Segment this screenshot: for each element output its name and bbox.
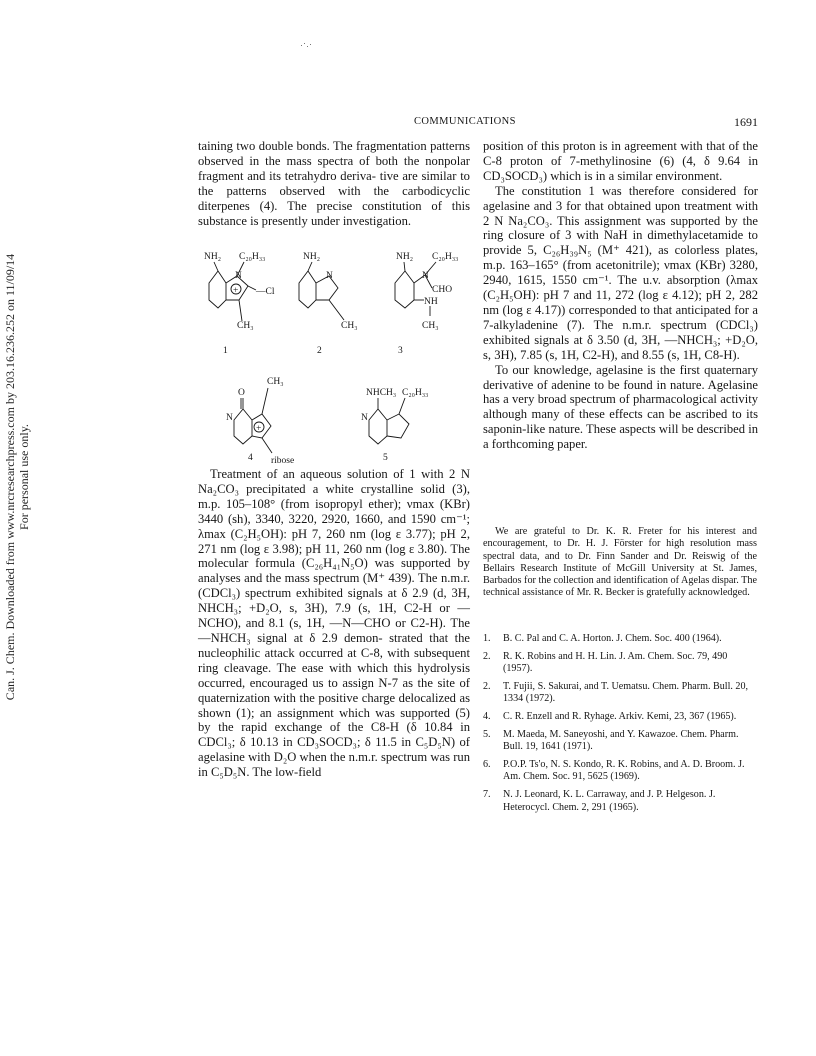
reference-item: 2. T. Fujii, S. Sakurai, and T. Uematsu. Chem. Pharm. Bull. 20, 1334 (1972). <box>483 680 749 705</box>
reference-item: 1. B. C. Pal and C. A. Horton. J. Chem. Soc. 400 (1964). <box>483 633 722 644</box>
acknowledgement: We are grateful to Dr. K. R. Freter for his interest and encouragement, to Dr. H. J. Förster for high resolution mass spectral data, and to Dr. Finn Sander and Dr. Reiswig of the Bellairs Research Institute of McGill University at St. James, Barbados for the collection and identification of Agelas dispar. The technical assistance of Mr. R. Becker is gratefully acknowledged. <box>483 526 757 599</box>
structure-5-c20h33: C₂₀H₃₃ <box>402 388 429 398</box>
reference-item: 4. C. R. Enzell and R. Ryhage. Arkiv. Kemi, 23, 367 (1965). <box>483 710 737 722</box>
structure-2-nh2: NH₂ <box>303 252 321 262</box>
structure-2-ch3: CH₃ <box>341 321 358 331</box>
download-watermark <box>3 67 31 887</box>
structure-4-oxo: O <box>238 388 245 398</box>
paragraph: position of this proton is in agreement with that of the C-8 proton of 7-methylinosine (6) (4, δ 9.64 in CD₃SOCD₃) which is in a similar environment. <box>483 139 759 183</box>
structure-1-c20h33: C₂₀H₃₃ <box>239 252 266 262</box>
structure-4-n: N <box>226 413 233 423</box>
reference-item: 6. P.O.P. Ts'o, N. S. Kondo, R. K. Robins, and A. D. Broom. J. Am. Chem. Soc. 91, 5625 (1969). <box>483 758 745 783</box>
watermark-line-1: Can. J. Chem. Downloaded from www.nrcresearchpress.com by 203.16.236.252 on 11/09/14 <box>3 253 17 701</box>
reference-item: 2. R. K. Robins and H. H. Lin. J. Am. Chem. Soc. 79, 490 (1957). <box>483 650 728 675</box>
structure-1-plus: + <box>233 286 239 296</box>
structure-1-ch3: CH₃ <box>237 321 254 331</box>
running-title: COMMUNICATIONS <box>414 116 516 127</box>
structure-2-n: N <box>326 271 333 281</box>
structure-3-nh2: NH₂ <box>396 252 414 262</box>
structure-3-c20h33: C₂₀H₃₃ <box>432 252 459 262</box>
paragraph: Treatment of an aqueous solution of 1 with 2 N Na₂CO₃ precipitated a white crystalline solid (3), m.p. 105–108° (from isopropyl ether); νmax (KBr) 3440 (sh), 3340, 3220, 2920, 1660, and 1590 cm⁻¹; λmax (C₂H₅OH): pH 7, 260 nm (log ε 3.77); pH 2, 271 nm (log ε 3.98); pH 11, 260 nm (log ε 3.80). The molecular formula (C₂₆H₄₁N₅O) was supported by analyses and the mass spectrum (M⁺ 439). The n.m.r. (CDCl₃) spectrum exhibited signals at δ 2.9 (d, 3H, NHCH₃; +D₂O, s, 3H), 7.9 (s, 1H, C2-H or —NCHO), and 8.1 (s, 1H, —N—CHO or C2-H). The —NHCH₃ signal at δ 2.9 demon- strated that the nucleophilic attack occurred at C-8, with subsequent ring cleavage. The ease with which this hydrolysis occurred, encouraged us to assign N-7 as the site of quaternization with the positive charge delocalized as shown (1); an assignment which was supported (5) by the rapid exchange of the C8-H (δ 10.84 in CDCl₃; δ 10.13 in CD₃SOCD₃; δ 11.5 in C₅D₅N) of agelasine with D₂O when the n.m.r. spectrum was run in C₅D₅N. The low-field <box>198 467 471 780</box>
structure-3-n: N <box>422 271 429 281</box>
watermark-line-2: For personal use only. <box>17 424 31 530</box>
structure-3-label: 3 <box>398 346 403 356</box>
paragraph: The constitution 1 was therefore considered for agelasine and 3 for that obtained upon treatment with 2 N Na₂CO₃. This assignment was supported by the ring closure of 3 with NaH in dimethylacetamide to provide 5, C₂₆H₃₉N₅ (M⁺ 421), as colorless plates, m.p. 163–165° (from acetonitrile); νmax (KBr) 3280, 2940, 1615, 1550 cm⁻¹. The u.v. absorption (λmax (C₂H₅OH): pH 7 and 11, 272 (log ε 4.12); pH 2, 282 nm (log ε 4.17)) corresponded to that anticipated for a 7-alkyladenine (7). The n.m.r. spectrum (CDCl₃) exhibited signals at δ 3.50 (d, 3H, —NHCH₃; +D₂O, s, 3H), 7.85 (s, 1H, C2-H), and 8.55 (s, 1H, C8-H). <box>483 183 759 362</box>
left-column-bottom <box>198 467 470 780</box>
structure-1-label: 1 <box>223 346 228 356</box>
paragraph: To our knowledge, agelasine is the first quaternary derivative of adenine to be found in nature. Agelasine has a very broad spectrum of pharmacological activity although many of these effects can be ascribed to its saponin-like nature. These aspects will be described in a forthcoming paper. <box>483 362 758 452</box>
right-column <box>483 139 758 452</box>
scan-speck <box>300 42 314 48</box>
structure-3-nh: NH <box>424 297 438 307</box>
structure-bonds <box>209 262 436 453</box>
left-column-top <box>198 139 470 228</box>
structure-1-counter-ion: —Cl <box>256 287 275 297</box>
structure-2-label: 2 <box>317 346 322 356</box>
structure-3-ch3: CH₃ <box>422 321 439 331</box>
structure-1-nh2: NH₂ <box>204 252 222 262</box>
structure-4-ch3: CH₃ <box>267 377 284 387</box>
page-number: 1691 <box>734 115 758 129</box>
structure-5-n: N <box>361 413 368 423</box>
reference-item: 5. M. Maeda, M. Saneyoshi, and Y. Kawazoe. Chem. Pharm. Bull. 19, 1641 (1971). <box>483 728 739 753</box>
structure-4-label: 4 <box>248 453 253 463</box>
structure-4-plus: + <box>256 424 262 434</box>
structure-1-n: N <box>235 271 242 281</box>
structure-5-nhch3: NHCH₃ <box>366 388 397 398</box>
structure-5-label: 5 <box>383 453 388 463</box>
reference-item: 7. N. J. Leonard, K. L. Carraway, and J. P. Helgeson. J. Heterocycl. Chem. 2, 291 (1965). <box>483 788 716 813</box>
paragraph: taining two double bonds. The fragmentation patterns observed in the mass spectra of both the nonpolar fragment and its tetrahydro deriva- tive are similar to the patterns observed with the carbodicyclic diterpenes (4). The precise constitution of this substance is presently under investigation. <box>198 139 470 228</box>
reference-list <box>483 633 757 819</box>
structure-3-cho: CHO <box>432 285 453 295</box>
chemical-structures-figure <box>196 248 478 463</box>
structure-4-ribose: ribose <box>271 456 295 463</box>
